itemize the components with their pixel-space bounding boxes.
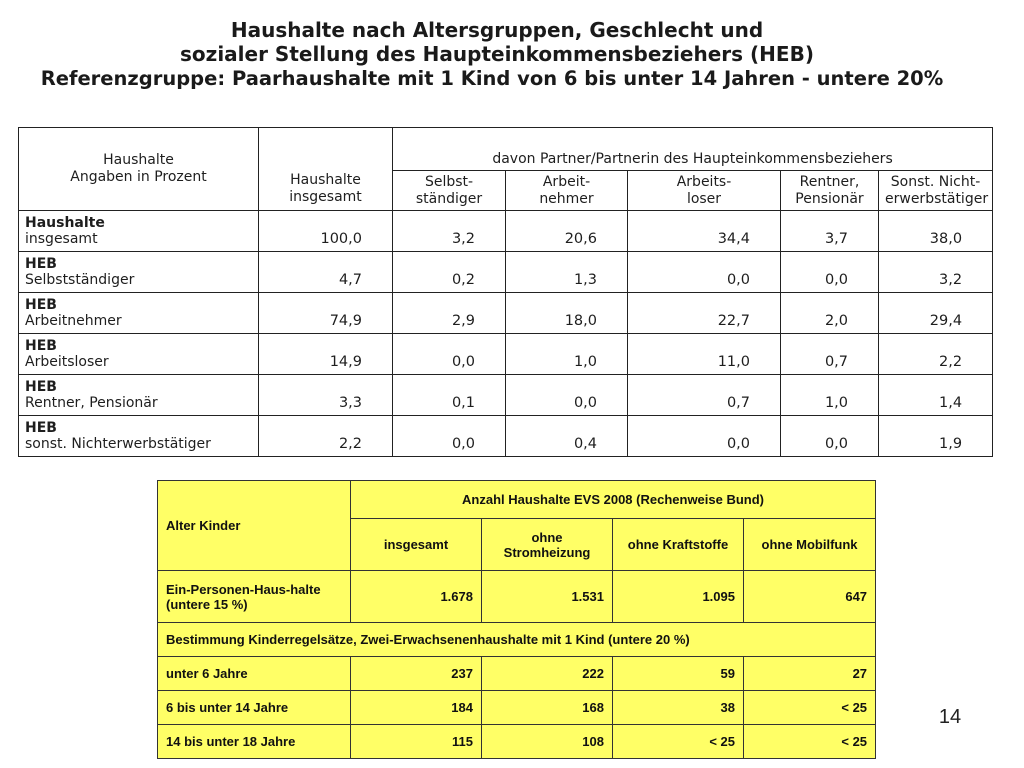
- table-row: [19, 375, 993, 416]
- row-header-line-2: Arbeitsloser: [25, 354, 109, 370]
- page-number: 14: [938, 706, 962, 728]
- row-header: [19, 211, 259, 252]
- col-header: [781, 171, 879, 211]
- table-cell: 0,0: [506, 375, 628, 416]
- table-cell: 3,7: [781, 211, 879, 252]
- total-header: [259, 128, 393, 211]
- table-cell: 3,2: [879, 252, 993, 293]
- evs-col-header: insgesamt: [351, 519, 482, 571]
- age-header: Alter Kinder: [158, 481, 351, 571]
- corner-header: [19, 128, 259, 211]
- table-cell: 0,2: [393, 252, 506, 293]
- slide-title: [0, 18, 1024, 92]
- row-header-line-1: Haushalte: [25, 215, 105, 231]
- table-cell: 34,4: [628, 211, 781, 252]
- table-cell: 3,3: [259, 375, 393, 416]
- table-row: [19, 334, 993, 375]
- evs-col-header: ohne Mobilfunk: [744, 519, 876, 571]
- total-header-line-1: Haushalte: [290, 172, 361, 188]
- table-cell: 1.678: [351, 571, 482, 623]
- table-cell: 74,9: [259, 293, 393, 334]
- table-cell: 168: [482, 691, 613, 725]
- evs-col-header: ohne Stromheizung: [482, 519, 613, 571]
- table-cell: 3,2: [393, 211, 506, 252]
- table-cell: 0,0: [628, 416, 781, 457]
- row-header-line-2: Selbstständiger: [25, 272, 135, 288]
- row-header: [19, 334, 259, 375]
- table-cell: 59: [613, 657, 744, 691]
- table-cell: 1,3: [506, 252, 628, 293]
- age-group-label: 14 bis unter 18 Jahre: [158, 725, 351, 759]
- table-cell: < 25: [613, 725, 744, 759]
- col-header-line: erwerbstätiger: [885, 190, 989, 207]
- row-header-line-1: HEB: [25, 338, 57, 354]
- row-header-line-1: HEB: [25, 297, 57, 313]
- table-cell: 2,2: [259, 416, 393, 457]
- table-cell: 29,4: [879, 293, 993, 334]
- col-header: [393, 171, 506, 211]
- table-cell: 647: [744, 571, 876, 623]
- row-header: [19, 375, 259, 416]
- table-row: [158, 691, 876, 725]
- title-line-2: sozialer Stellung des Haupteinkommensbeziehers (HEB): [180, 42, 814, 66]
- table-cell: 184: [351, 691, 482, 725]
- table-cell: 1.531: [482, 571, 613, 623]
- table-row: [19, 416, 993, 457]
- table-cell: 108: [482, 725, 613, 759]
- col-header-line: Pensionär: [795, 190, 864, 207]
- table-cell: 0,4: [506, 416, 628, 457]
- table-cell: 27: [744, 657, 876, 691]
- table-cell: 38: [613, 691, 744, 725]
- total-header-line-2: insgesamt: [289, 189, 362, 205]
- table-cell: 0,0: [781, 416, 879, 457]
- col-header-line: nehmer: [539, 190, 594, 207]
- row-header-line-1: HEB: [25, 420, 57, 436]
- table-row: [158, 657, 876, 691]
- col-header: [506, 171, 628, 211]
- table-cell: 0,7: [781, 334, 879, 375]
- row-header-line-2: sonst. Nichterwerbstätiger: [25, 436, 211, 452]
- row-header-line-2: insgesamt: [25, 231, 98, 247]
- table-cell: 4,7: [259, 252, 393, 293]
- table-cell: < 25: [744, 725, 876, 759]
- table-row: [19, 211, 993, 252]
- single-household-label: Ein-Personen-Haus-halte (untere 15 %): [158, 571, 351, 623]
- section-label: Bestimmung Kinderregelsätze, Zwei-Erwachsenenhaushalte mit 1 Kind (untere 20 %): [158, 623, 876, 657]
- row-header-line-1: HEB: [25, 256, 57, 272]
- row-header: [19, 416, 259, 457]
- table-cell: < 25: [744, 691, 876, 725]
- table-cell: 1,4: [879, 375, 993, 416]
- table-cell: 2,0: [781, 293, 879, 334]
- table-cell: 2,2: [879, 334, 993, 375]
- table-cell: 0,1: [393, 375, 506, 416]
- table-row: [19, 293, 993, 334]
- table-cell: 0,0: [393, 416, 506, 457]
- row-header-line-2: Rentner, Pensionär: [25, 395, 158, 411]
- col-header-line: Sonst. Nicht-: [890, 173, 981, 190]
- table-cell: 0,7: [628, 375, 781, 416]
- partner-group-header: davon Partner/Partnerin des Haupteinkommensbeziehers: [393, 128, 993, 171]
- table-cell: 14,9: [259, 334, 393, 375]
- col-header-line: Selbst-: [424, 173, 474, 190]
- corner-header-line-1: Haushalte: [103, 152, 174, 168]
- col-header: [628, 171, 781, 211]
- table-cell: 222: [482, 657, 613, 691]
- table-cell: 11,0: [628, 334, 781, 375]
- table-cell: 100,0: [259, 211, 393, 252]
- corner-header-line-2: Angaben in Prozent: [70, 169, 207, 185]
- row-header: [19, 293, 259, 334]
- table-cell: 1,0: [781, 375, 879, 416]
- table-cell: 22,7: [628, 293, 781, 334]
- table-cell: 38,0: [879, 211, 993, 252]
- table-cell: 0,0: [781, 252, 879, 293]
- col-header-line: ständiger: [415, 190, 483, 207]
- table-cell: 1,9: [879, 416, 993, 457]
- table-cell: 115: [351, 725, 482, 759]
- table-row: [158, 725, 876, 759]
- table-cell: 1,0: [506, 334, 628, 375]
- table-cell: 2,9: [393, 293, 506, 334]
- evs-group-header: Anzahl Haushalte EVS 2008 (Rechenweise Bund): [351, 481, 876, 519]
- col-header: [879, 171, 993, 211]
- row-header: [19, 252, 259, 293]
- col-header-line: loser: [686, 190, 722, 207]
- table-row: [19, 252, 993, 293]
- evs-col-header: ohne Kraftstoffe: [613, 519, 744, 571]
- table-cell: 0,0: [393, 334, 506, 375]
- col-header-line: Arbeits-: [676, 173, 732, 190]
- table-cell: 1.095: [613, 571, 744, 623]
- row-header-line-1: HEB: [25, 379, 57, 395]
- household-percentage-table: [18, 127, 992, 454]
- evs-household-count-table: [157, 480, 875, 756]
- col-header-line: Rentner,: [799, 173, 860, 190]
- table-cell: 20,6: [506, 211, 628, 252]
- age-group-label: 6 bis unter 14 Jahre: [158, 691, 351, 725]
- row-header-line-2: Arbeitnehmer: [25, 313, 122, 329]
- col-header-line: Arbeit-: [542, 173, 591, 190]
- table-cell: 237: [351, 657, 482, 691]
- table-cell: 0,0: [628, 252, 781, 293]
- title-line-3: Referenzgruppe: Paarhaushalte mit 1 Kind von 6 bis unter 14 Jahren - untere 20%: [40, 67, 944, 90]
- age-group-label: unter 6 Jahre: [158, 657, 351, 691]
- title-line-1: Haushalte nach Altersgruppen, Geschlecht und: [230, 18, 764, 42]
- table-cell: 18,0: [506, 293, 628, 334]
